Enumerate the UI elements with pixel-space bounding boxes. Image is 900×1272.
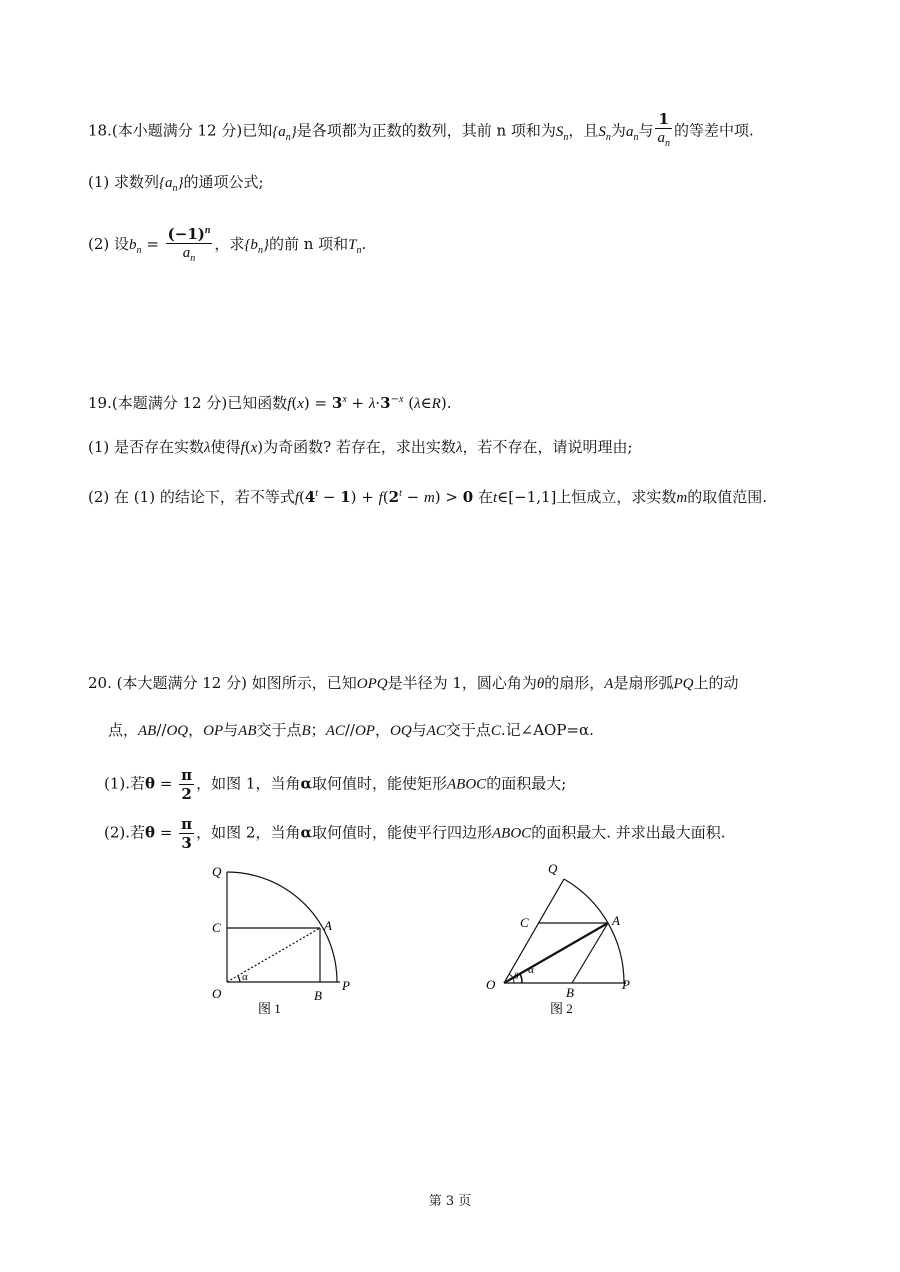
pi-over-2: $\frac{\pi}{2}$ xyxy=(181,766,193,803)
fig2-oq-line xyxy=(504,879,564,983)
q18-stem: 18.(本小题满分 12 分)已知$\{a_n\}$是各项都为正数的数列，其前 n 项和为$S_n$，且$S_n$为$a_n$与 $\frac{1}{a_n}$ 的等差中项. xyxy=(88,110,754,153)
q18-number: 18. xyxy=(88,121,112,140)
svg-text:P: P xyxy=(622,977,630,992)
bn-fraction: $\frac{(-1)^n}{a_n}$ xyxy=(166,222,213,268)
figure-1 xyxy=(200,858,370,1018)
figure-2 xyxy=(480,855,660,1020)
fig1-alpha-arc xyxy=(238,976,240,982)
svg-text:B: B xyxy=(314,988,322,1003)
page-footer: 第 3 页 xyxy=(428,1194,472,1209)
one-over-an: $\frac{1}{a_n}$ xyxy=(657,110,670,149)
svg-text:C: C xyxy=(212,920,221,935)
q20-score: (本大题满分 12 分) xyxy=(116,674,247,692)
fig2-ab-line xyxy=(572,923,608,983)
svg-text:P: P xyxy=(342,978,350,993)
svg-text:θ: θ xyxy=(514,971,519,981)
q18-score: (本小题满分 12 分) xyxy=(111,121,243,140)
q19-number: 19. xyxy=(88,394,112,412)
fig2-oa-line xyxy=(504,923,608,983)
q20-part2: (2).若θ = $\frac{\pi}{3}$ ，如图 2，当角α取何值时，能使平行四边形ABOC的面积最大. 并求出最大面积. xyxy=(104,815,726,852)
q19-score: (本题满分 12 分) xyxy=(111,394,228,412)
svg-text:A: A xyxy=(612,913,620,928)
pi-over-3: $\frac{\pi}{3}$ xyxy=(181,815,193,852)
q20-stem-cont: 点，AB//OQ，OP与AB交于点B；AC//OP，OQ与AC交于点C.记∠AOP=α. xyxy=(108,721,594,739)
svg-text:O: O xyxy=(212,986,222,1001)
fig2-alpha-arc xyxy=(520,974,522,983)
q18-part2: (2) 设$b_n$ = $\frac{(-1)^n}{a_n}$ ，求$\{b_n\}$的前 n 项和$T_n$. xyxy=(88,222,366,268)
q20-stem: 20. (本大题满分 12 分) 如图所示，已知OPQ是半径为 1，圆心角为θ的扇形，A是扇形弧PQ上的动 xyxy=(88,674,739,692)
fig1-caption: 图 1 xyxy=(258,1001,281,1016)
svg-text:Q: Q xyxy=(548,861,558,876)
svg-text:Q: Q xyxy=(212,864,222,879)
q20-part1: (1).若θ = $\frac{\pi}{2}$ ，如图 1，当角α取何值时，能使矩形ABOC的面积最大; xyxy=(104,766,567,803)
svg-text:α: α xyxy=(242,971,248,983)
svg-text:B: B xyxy=(566,985,574,1000)
q19-part2: (2) 在 (1) 的结论下，若不等式$f(4^t - 1) + f(2^t - m) > 0$ 在t∈[−1,1]上恒成立，求实数m的取值范围. xyxy=(88,488,768,506)
svg-text:C: C xyxy=(520,915,529,930)
svg-text:A: A xyxy=(324,918,332,933)
q19-stem: 19.(本题满分 12 分)已知函数$f(x) = 3^x + \lambda\cdot 3^{-x}$ (λ∈R). xyxy=(88,394,452,412)
q19-part1: (1) 是否存在实数λ使得f(x)为奇函数? 若存在，求出实数λ，若不存在，请说明理由; xyxy=(88,438,633,456)
fig1-oa-line xyxy=(227,928,320,982)
svg-text:α: α xyxy=(528,964,534,976)
svg-text:O: O xyxy=(486,977,496,992)
q18-part1: (1) 求数列$\{a_n\}$的通项公式; xyxy=(88,173,264,194)
fig2-caption: 图 2 xyxy=(550,1001,573,1016)
q20-number: 20. xyxy=(88,674,112,692)
